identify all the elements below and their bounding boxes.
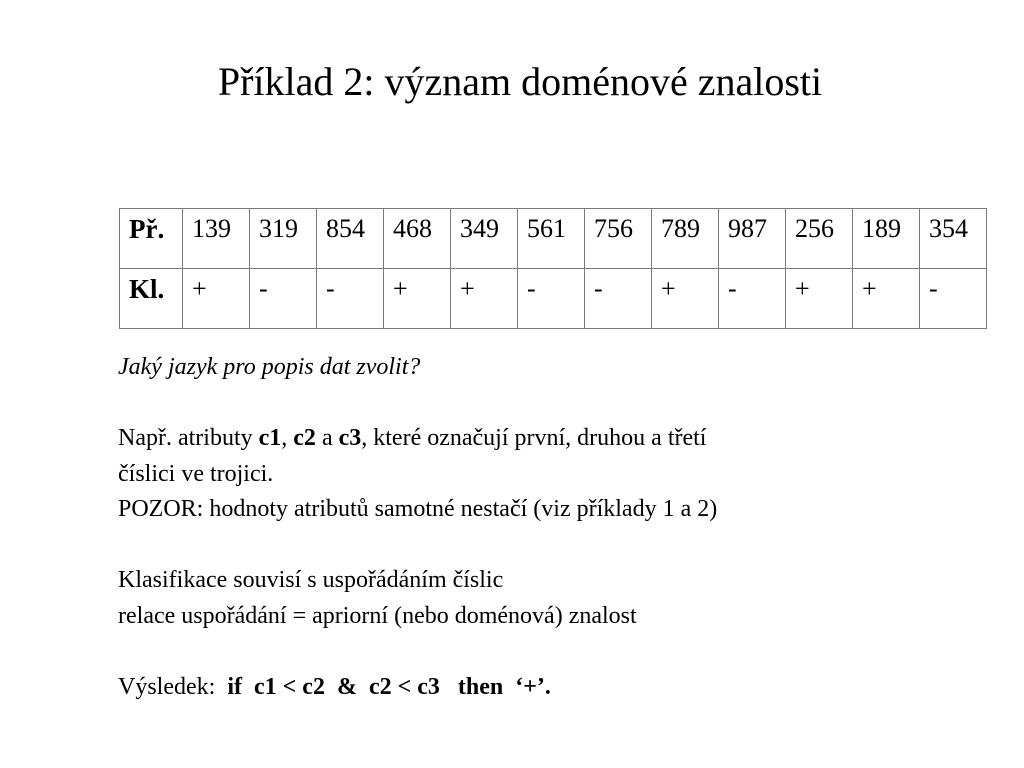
example-cell: 189 (853, 209, 920, 269)
examples-table (119, 208, 987, 329)
classification-line-1: Klasifikace souvisí s uspořádáním číslic (118, 567, 504, 593)
classification-line-2: relace uspořádání = apriorní (nebo doménová) znalost (118, 602, 637, 629)
example-cell: 561 (518, 209, 585, 269)
example-cell: 854 (317, 209, 384, 269)
class-cell: - (518, 269, 585, 329)
question-line: Jaký jazyk pro popis dat zvolit? (118, 354, 421, 380)
attributes-separator: a (315, 425, 339, 451)
class-cell: - (317, 269, 384, 329)
example-cell: 756 (585, 209, 652, 269)
example-cell: 319 (250, 209, 317, 269)
row-header-examples: Př. (120, 209, 183, 269)
attribute-c3: c3 (338, 425, 362, 451)
class-cell: + (853, 269, 920, 329)
attribute-c1: c1 (258, 425, 282, 451)
class-cell: + (652, 269, 719, 329)
class-cell: + (183, 269, 250, 329)
table-row-classes (120, 269, 987, 329)
class-cell: - (585, 269, 652, 329)
row-header-classes: Kl. (120, 269, 183, 329)
example-cell: 987 (719, 209, 786, 269)
example-cell: 468 (384, 209, 451, 269)
example-cell: 139 (183, 209, 250, 269)
slide-body (118, 350, 998, 705)
result-label: Výsledek: (118, 673, 216, 700)
result-rule: if c1 < c2 & c2 < c3 then ‘+’. (227, 673, 551, 700)
class-cell: + (451, 269, 518, 329)
attributes-separator: , (281, 425, 294, 451)
attribute-c2: c2 (293, 425, 316, 451)
attributes-line (118, 421, 998, 457)
class-cell: + (786, 269, 853, 329)
class-cell: + (384, 269, 451, 329)
class-cell: - (920, 269, 987, 329)
result-line (118, 670, 998, 706)
example-cell: 256 (786, 209, 853, 269)
table-row-examples (120, 209, 987, 269)
examples-table-container (119, 208, 1024, 330)
warning-line: POZOR: hodnoty atributů samotné nestačí (viz příklady 1 a 2) (118, 496, 718, 522)
attributes-suffix: , které označují první, druhou a třetí (361, 425, 707, 451)
example-cell: 349 (451, 209, 518, 269)
slide-title: Příklad 2: význam doménové znalosti (217, 59, 823, 104)
class-cell: - (719, 269, 786, 329)
example-cell: 789 (652, 209, 719, 269)
class-cell: - (250, 269, 317, 329)
attributes-prefix: Např. atributy (118, 425, 259, 451)
example-cell: 354 (920, 209, 987, 269)
attributes-line-2: číslici ve trojici. (118, 460, 274, 487)
